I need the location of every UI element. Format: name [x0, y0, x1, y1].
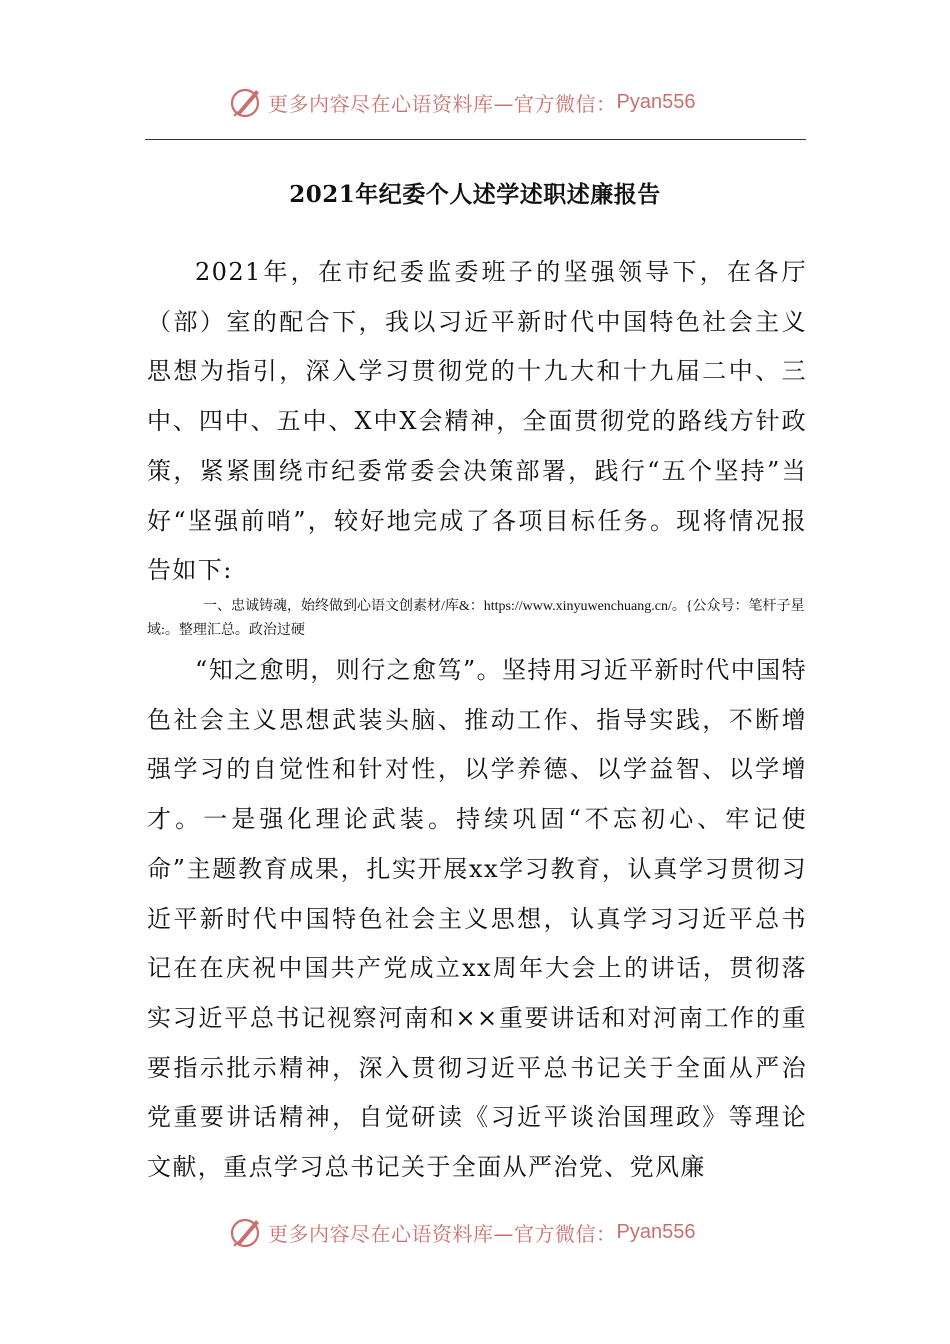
document-title: 2021年纪委个人述学述职述廉报告 [289, 181, 661, 208]
body-paragraph: “知之愈明，则行之愈笃”。坚持用习近平新时代中国特色社会主义思想武装头脑、推动工作、指导实践，不断增强学习的自觉性和针对性，以学养德、以学益智、以学增才。一是强化理论武装。持续巩固“不忘初心、牢记使命”主题教育成果，扎实开展xx学习教育，认真学习贯彻习近平新时代中国特色社会主义思想，认真学习习近平总书记在在庆祝中国共产党成立xx周年大会上的讲话，贯彻落实习近平总书记视察河南和××重要讲话和对河南工作的重要指示批示精神，深入贯彻习近平总书记关于全面从严治党重要讲话精神，自觉研读《习近平谈治国理政》等理论文献，重点学习总书记关于全面从严治党、党风廉 [147, 656, 807, 1182]
page-footer [0, 1212, 950, 1252]
watermark-wechat-id: Pyan556 [616, 90, 696, 113]
quill-logo-icon [228, 84, 264, 120]
watermark-text: 更多内容尽在心语资料库—官方微信： [268, 1221, 617, 1246]
section-heading: 一、忠诚铸魂，始终做到心语文创素材/库&：https://www.xinyuwenchuang.cn/。{公众号：笔杆子星域:。整理汇总。政治过硬 [147, 599, 805, 638]
body-paragraph: 2021年，在市纪委监委班子的坚强领导下，在各厅（部）室的配合下，我以习近平新时代中国特色社会主义思想为指引，深入学习贯彻党的十九大和十九届二中、三中、四中、五中、X中X会精神，全面贯彻党的路线方针政策，紧紧围绕市纪委常委会决策部署，践行“五个坚持”当好“坚强前哨”，较好地完成了各项目标任务。现将情况报告如下: [147, 258, 807, 585]
watermark-brand [228, 1212, 695, 1252]
watermark-brand [228, 82, 695, 122]
page-header [0, 82, 950, 122]
watermark-text: 更多内容尽在心语资料库—官方微信： [268, 91, 617, 116]
quill-logo-icon [228, 1214, 264, 1250]
header-divider [145, 139, 806, 140]
watermark-wechat-id: Pyan556 [616, 1220, 696, 1243]
